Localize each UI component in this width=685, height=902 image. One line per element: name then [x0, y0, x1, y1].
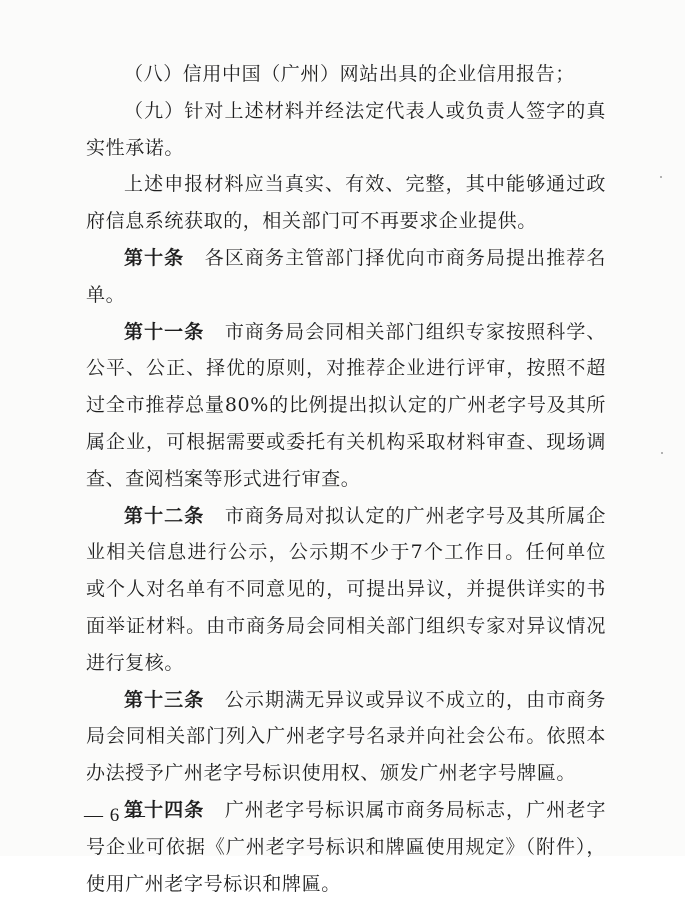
article-text: 各区商务主管部门择优向市商务局提出推荐名单。 [86, 246, 606, 306]
paragraph-text: 上述申报材料应当真实、有效、完整，其中能够通过政府信息系统获取的，相关部门可不再要求企业提供。 [86, 173, 606, 233]
article-text: 市商务局对拟认定的广州老字号及其所属企业相关信息进行公示，公示期不少于7个工作日。任何单位或个人对名单有不同意见的，可提出异议，并提供详实的书面举证材料。由市商务局会同相关部门组织专家对异议情况进行复核。 [86, 504, 607, 674]
article-14 [86, 792, 606, 902]
article-11 [86, 314, 606, 498]
scan-speck [660, 176, 662, 178]
paragraph-item-8 [86, 56, 606, 93]
article-12 [86, 498, 606, 682]
article-heading: 第十四条 [124, 798, 205, 821]
paragraph-text: （八）信用中国（广州）网站出具的企业信用报告； [124, 63, 575, 85]
article-text: 市商务局会同相关部门组织专家按照科学、公平、公正、择优的原则，对推荐企业进行评审，按照不超过全市推荐总量80%的比例提出拟认定的广州老字号及其所属企业，可根据需要或委托有关机构采取材料审查、现场调查、查阅档案等形式进行审查。 [86, 320, 607, 490]
article-heading: 第十一条 [124, 320, 205, 343]
scan-speck [661, 452, 663, 454]
paragraph-text: （九）针对上述材料并经法定代表人或负责人签字的真实性承诺。 [86, 99, 606, 159]
paragraph-item-9 [86, 93, 606, 167]
article-10 [86, 240, 606, 314]
article-heading: 第十三条 [124, 688, 205, 711]
article-text: 公示期满无异议或异议不成立的，由市商务局会同相关部门列入广州老字号名录并向社会公布。依照本办法授予广州老字号标识使用权、颁发广州老字号牌匾。 [86, 688, 607, 785]
page-number: — 6 — [84, 805, 146, 826]
document-body [86, 56, 606, 902]
article-heading: 第十二条 [124, 504, 205, 527]
article-heading: 第十条 [124, 246, 185, 269]
article-13 [86, 682, 606, 792]
article-text: 广州老字号标识属市商务局标志，广州老字号企业可依据《广州老字号标识和牌匾使用规定》（附件）， 使用广州老字号标识和牌匾。 [86, 798, 607, 895]
paragraph-materials-requirement [86, 166, 606, 240]
